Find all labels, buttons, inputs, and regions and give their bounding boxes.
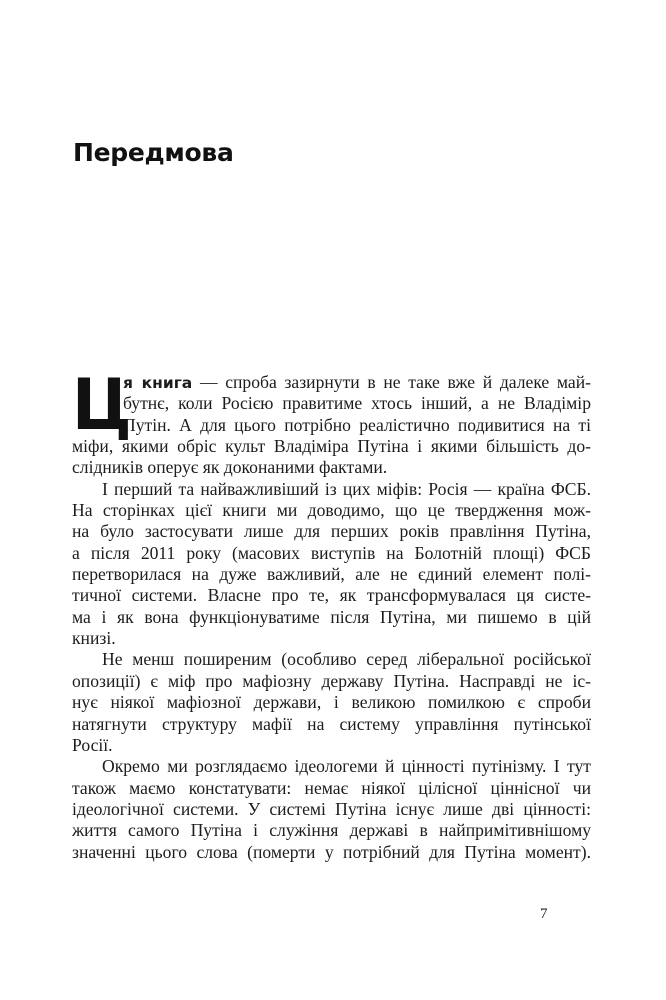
text-line: Путін. А для цього потрібно реалістично подивитися на ті bbox=[123, 414, 591, 435]
text-line: тичної системи. Власне про те, як трансформувалася ця систе- bbox=[72, 585, 591, 606]
text-line: також маємо констатувати: немає ніякої цілісної ціннісної чи bbox=[72, 777, 591, 798]
text-line: Росії. bbox=[72, 734, 113, 755]
text-line: я книга — спроба зазирнути в не таке вже й далеке май- bbox=[123, 372, 592, 392]
text-line: книзі. bbox=[72, 628, 116, 649]
text-line: нує ніякої мафіозної держави, і великою помилкою є спроби bbox=[72, 692, 591, 713]
text-line: міфи, якими обріс культ Владіміра Путіна і якими більшість до- bbox=[72, 436, 591, 457]
text-line: на було застосувати лише для перших років правління Путіна, bbox=[72, 521, 591, 542]
text-line: ідеологічної системи. У системі Путіна існує лише дві цінності: bbox=[72, 798, 591, 819]
page-title: Передмова bbox=[73, 138, 234, 167]
text-line: бутнє, коли Росією правитиме хтось інший, а не Владімір bbox=[123, 393, 591, 414]
text-line: На сторінках цієї книги ми доводимо, що це твердження мож- bbox=[72, 500, 591, 521]
text-line: Окремо ми розглядаємо ідеологеми й цінності путінізму. І тут bbox=[102, 756, 591, 777]
text-line: значенні цього слова (померти у потрібний для Путіна момент). bbox=[72, 841, 591, 862]
text-line: опозиції) є міф про мафіозну державу Путіна. Насправді не іс- bbox=[72, 670, 591, 691]
text-line: Не менш поширеним (особливо серед ліберальної російської bbox=[102, 649, 591, 670]
body-text bbox=[72, 364, 592, 863]
text-line: ма і як вона функціонуватиме після Путіна, ми пишемо в цій bbox=[72, 606, 591, 627]
lead-bold-text: я книга bbox=[123, 374, 193, 392]
drop-cap: Ц bbox=[72, 364, 132, 446]
text-line: натягнути структуру мафії на систему управління путінської bbox=[72, 713, 591, 734]
text-line: І перший та найважливіший із цих міфів: Росія — країна ФСБ. bbox=[102, 478, 591, 499]
page-number: 7 bbox=[540, 906, 548, 922]
text-line: а після 2011 року (масових виступів на Болотній площі) ФСБ bbox=[72, 542, 591, 563]
text-line: перетворилася на дуже важливий, але не єдиний елемент полі- bbox=[72, 564, 591, 585]
text-line: життя самого Путіна і служіння державі в найпримітивнішому bbox=[72, 820, 591, 841]
text-line: слідників оперує як доконаними фактами. bbox=[72, 457, 388, 478]
